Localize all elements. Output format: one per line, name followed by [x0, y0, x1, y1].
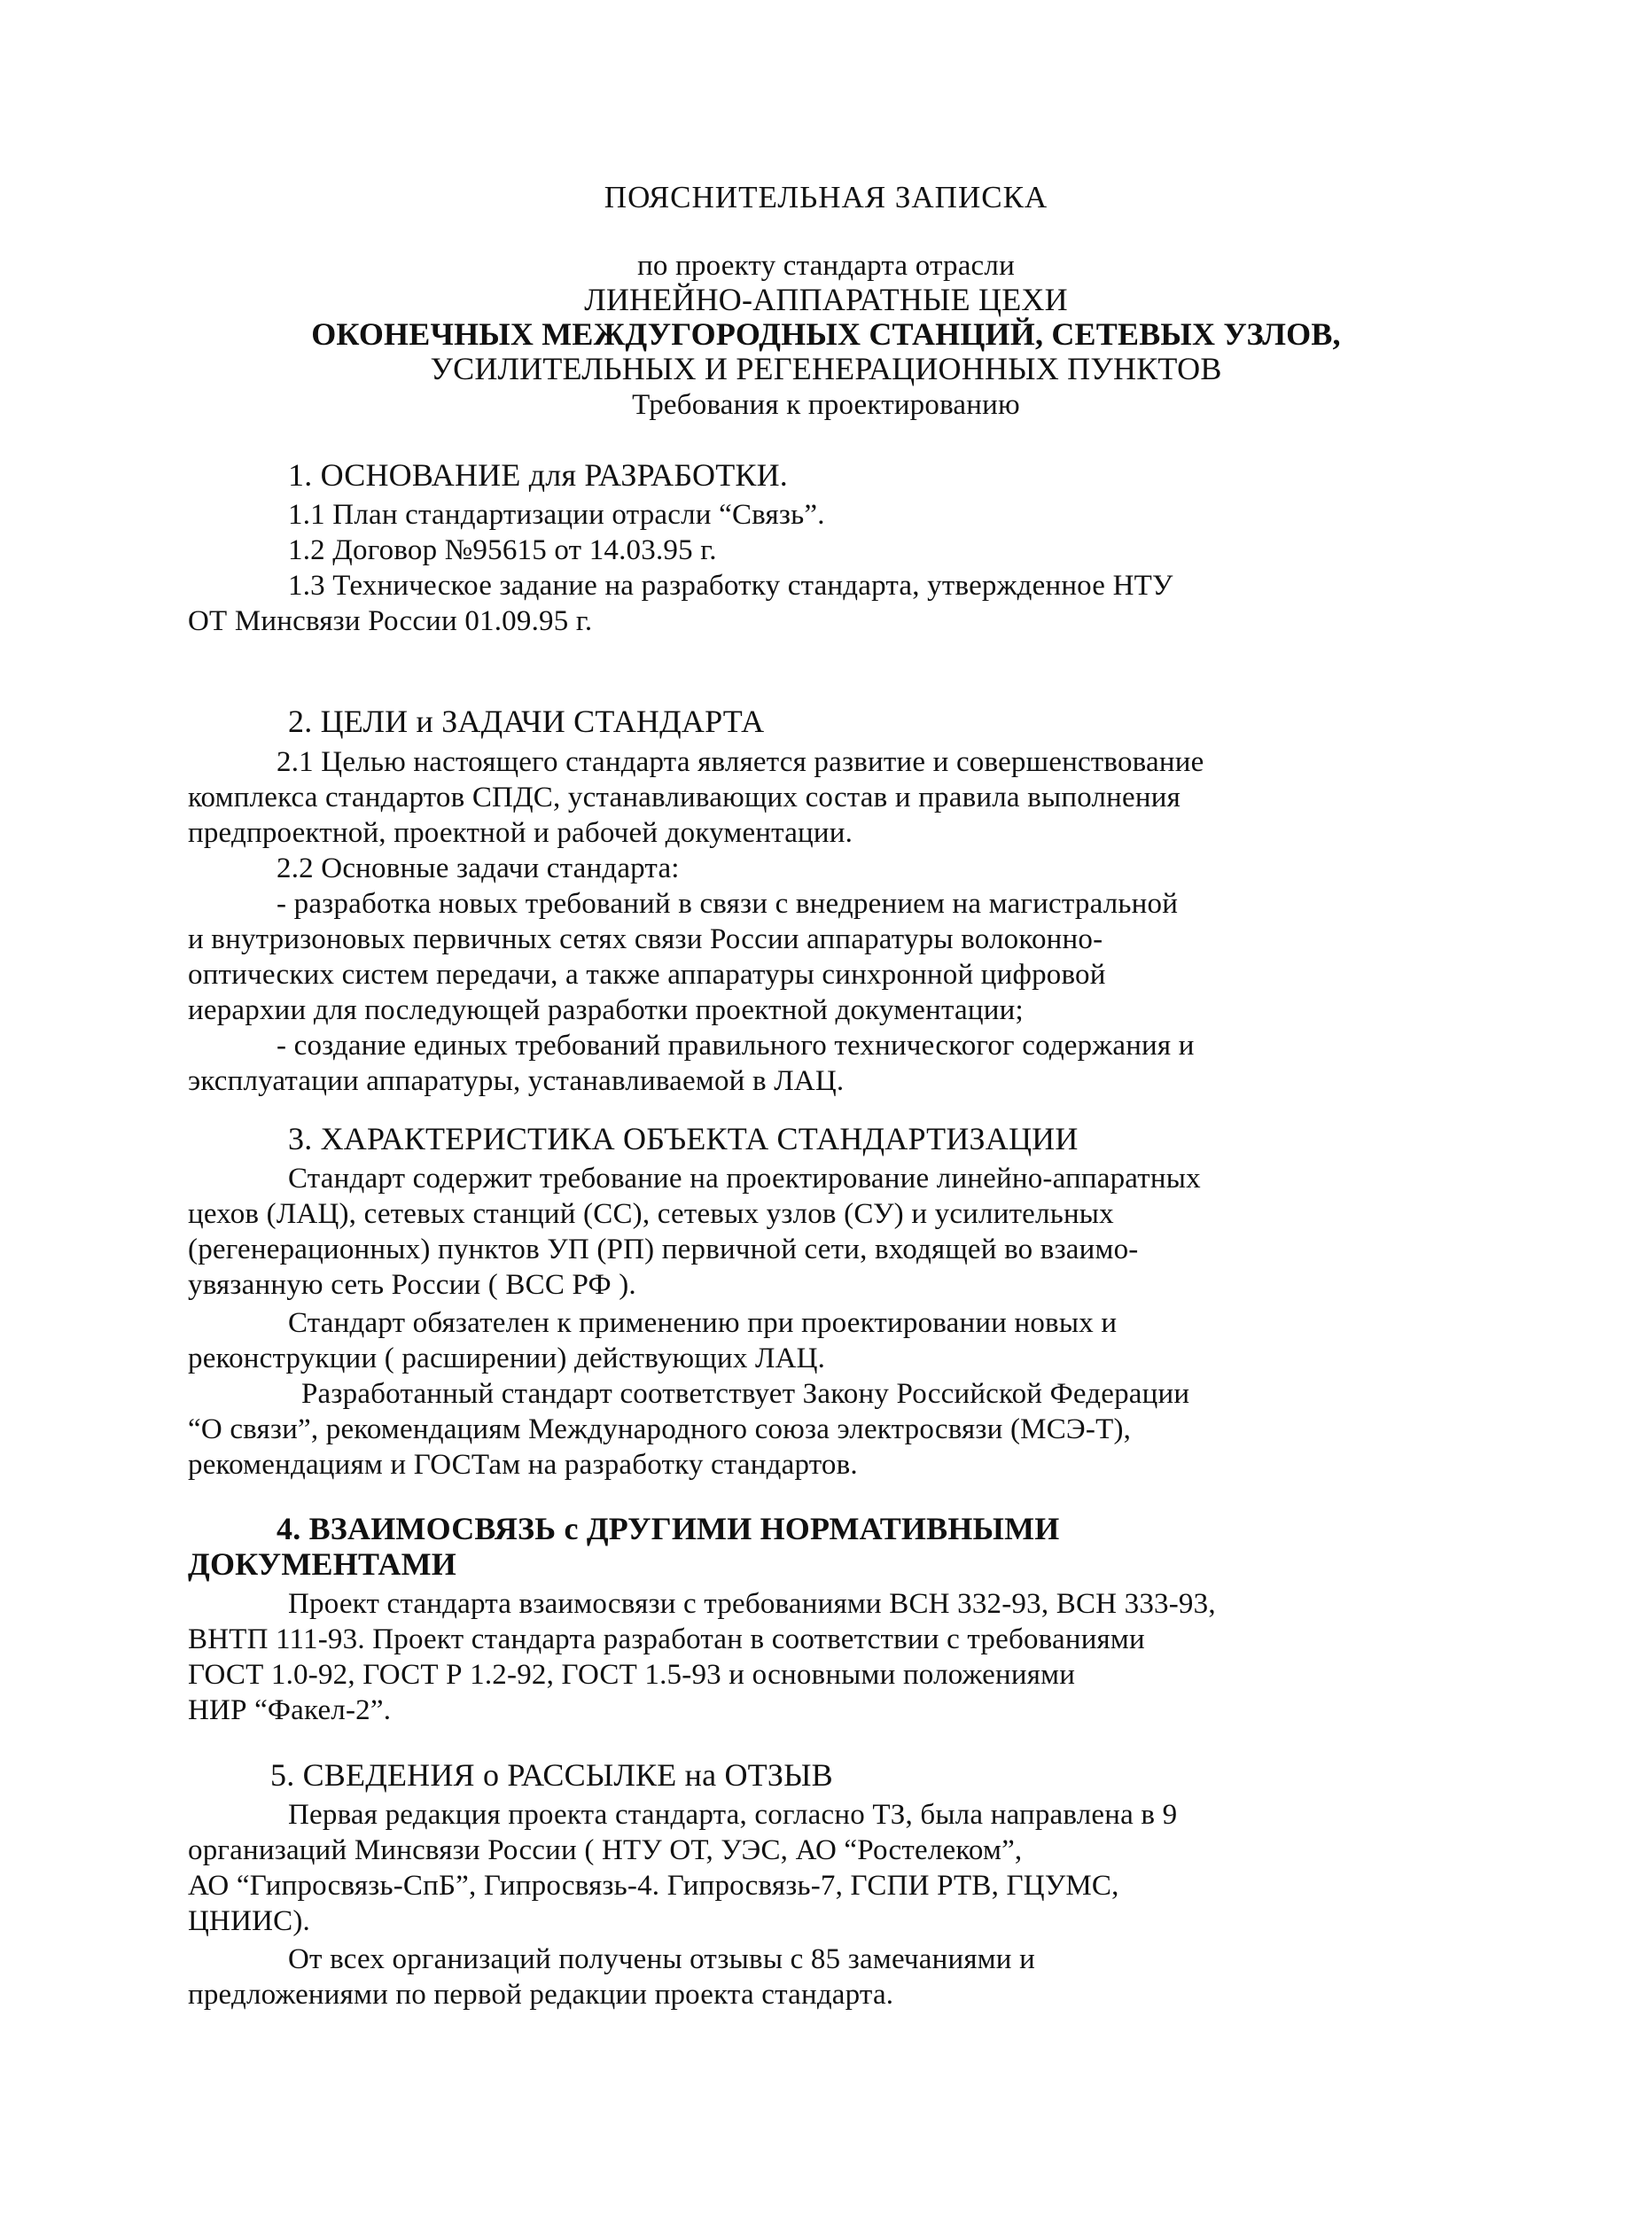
- section-3-line-9: рекомендациям и ГОСТам на разработку стандартов.: [188, 1449, 858, 1481]
- section-5-line-3: АО “Гипросвязь-СпБ”, Гипросвязь-4. Гипросвязь-7, ГСПИ РТВ, ГЦУМС,: [188, 1870, 1119, 1902]
- section-1-line-1: 1.1 План стандартизации отрасли “Связь”.: [288, 499, 825, 531]
- document-title: ПОЯСНИТЕЛЬНАЯ ЗАПИСКА: [604, 180, 1048, 214]
- section-3-line-2: цехов (ЛАЦ), сетевых станций (СС), сетевых узлов (СУ) и усилительных: [188, 1198, 1114, 1230]
- section-4-line-1: Проект стандарта взаимосвязи с требованиями ВСН 332-93, ВСН 333-93,: [288, 1588, 1216, 1620]
- section-1-line-3: 1.3 Техническое задание на разработку стандарта, утвержденное НТУ: [288, 570, 1173, 602]
- section-5-line-1: Первая редакция проекта стандарта, согласно ТЗ, была направлена в 9: [288, 1799, 1178, 1831]
- section-5-line-6: предложениями по первой редакции проекта стандарта.: [188, 1979, 894, 2011]
- section-5-line-2: организаций Минсвязи России ( НТУ ОТ, УЭС, АО “Ростелеком”,: [188, 1834, 1023, 1866]
- section-3-line-1: Стандарт содержит требование на проектирование линейно-аппаратных: [288, 1163, 1201, 1195]
- standard-name-line-4: Требования к проектированию: [632, 389, 1020, 421]
- document-subtitle: по проекту стандарта отрасли: [637, 250, 1015, 282]
- section-3-line-5: Стандарт обязателен к применению при проектировании новых и: [288, 1307, 1118, 1339]
- standard-name-line-1: ЛИНЕЙНО-АППАРАТНЫЕ ЦЕХИ: [584, 282, 1068, 317]
- section-3-heading: 3. ХАРАКТЕРИСТИКА ОБЪЕКТА СТАНДАРТИЗАЦИИ: [288, 1121, 1079, 1156]
- section-3-line-3: (регенерационных) пунктов УП (РП) первичной сети, входящей во взаимо-: [188, 1234, 1139, 1265]
- section-5-heading: 5. СВЕДЕНИЯ о РАССЫЛКЕ на ОТЗЫВ: [270, 1757, 833, 1793]
- section-2-line-3: предпроектной, проектной и рабочей документации.: [188, 817, 853, 849]
- section-4-line-3: ГОСТ 1.0-92, ГОСТ Р 1.2-92, ГОСТ 1.5-93 и основными положениями: [188, 1659, 1076, 1691]
- standard-name-line-3: УСИЛИТЕЛЬНЫХ И РЕГЕНЕРАЦИОННЫХ ПУНКТОВ: [430, 351, 1222, 386]
- section-2-line-6: и внутризоновых первичных сетях связи России аппаратуры волоконно-: [188, 923, 1103, 955]
- section-1-line-4: ОТ Минсвязи России 01.09.95 г.: [188, 605, 593, 637]
- section-2-heading: 2. ЦЕЛИ и ЗАДАЧИ СТАНДАРТА: [288, 704, 765, 739]
- section-5-line-5: От всех организаций получены отзывы с 85 замечаниями и: [288, 1943, 1035, 1975]
- section-2-line-2: комплекса стандартов СПДС, устанавливающих состав и правила выполнения: [188, 782, 1181, 813]
- section-4-line-2: ВНТП 111-93. Проект стандарта разработан в соответствии с требованиями: [188, 1623, 1145, 1655]
- section-3-line-7: Разработанный стандарт соответствует Закону Российской Федерации: [301, 1378, 1190, 1410]
- section-4-heading: 4. ВЗАИМОСВЯЗЬ с ДРУГИМИ НОРМАТИВНЫМИ: [277, 1511, 1060, 1546]
- section-2-line-8: иерархии для последующей разработки проектной документации;: [188, 994, 1024, 1026]
- standard-name-line-2: ОКОНЕЧНЫХ МЕЖДУГОРОДНЫХ СТАНЦИЙ, СЕТЕВЫХ УЗЛОВ,: [311, 316, 1341, 352]
- section-3-line-4: увязанную сеть России ( ВСС РФ ).: [188, 1269, 636, 1301]
- section-2-line-4: 2.2 Основные задачи стандарта:: [277, 852, 680, 884]
- section-2-line-1: 2.1 Целью настоящего стандарта является развитие и совершенствование: [277, 746, 1204, 778]
- section-2-line-10: эксплуатации аппаратуры, устанавливаемой в ЛАЦ.: [188, 1065, 845, 1097]
- section-3-line-8: “О связи”, рекомендациям Международного союза электросвязи (МСЭ-Т),: [188, 1413, 1132, 1445]
- section-3-line-6: реконструкции ( расширении) действующих ЛАЦ.: [188, 1343, 826, 1374]
- section-1-line-2: 1.2 Договор №95615 от 14.03.95 г.: [288, 534, 717, 566]
- section-2-line-7: оптических систем передачи, а также аппаратуры синхронной цифровой: [188, 959, 1106, 991]
- section-2-line-9: - создание единых требований правильного техническогог содержания и: [277, 1030, 1195, 1062]
- section-5-line-4: ЦНИИС).: [188, 1905, 310, 1937]
- section-4-line-4: НИР “Факел-2”.: [188, 1694, 392, 1726]
- section-4-heading-cont: ДОКУМЕНТАМИ: [188, 1546, 456, 1582]
- section-1-heading: 1. ОСНОВАНИЕ для РАЗРАБОТКИ.: [288, 457, 789, 493]
- section-2-line-5: - разработка новых требований в связи с внедрением на магистральной: [277, 888, 1179, 920]
